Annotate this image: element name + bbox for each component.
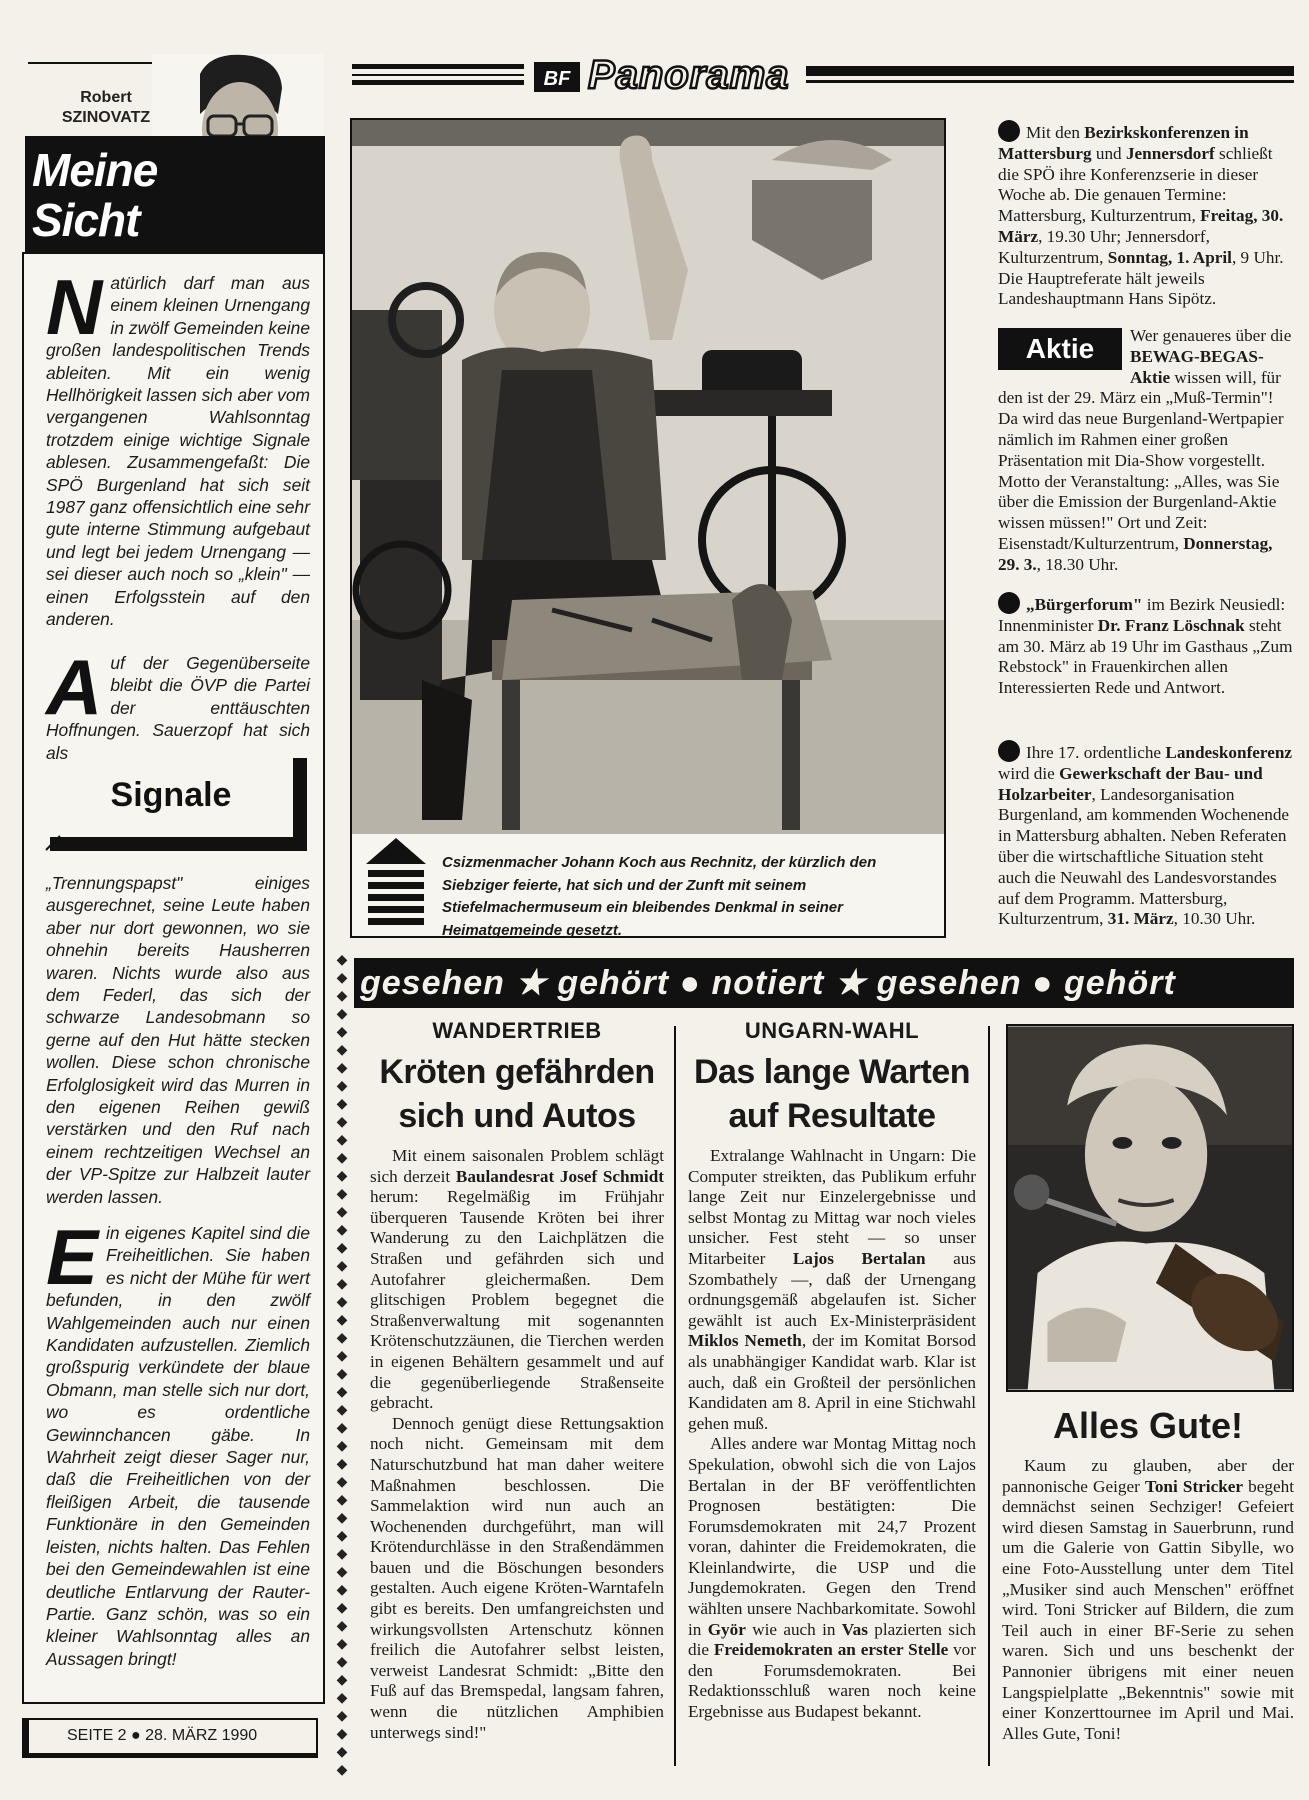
text: Extralange Wahlnacht in Ungarn: Die Computer streikten, das Publikum erfuhr lange Zeit nur Einzelergebnisse und selbst Montag zu Mittag war noch vieles unsicher. Fest steht — so unser Mitarbeiter (688, 1146, 976, 1268)
author-name: Robert SZINOVATZ (61, 89, 151, 126)
text-bold: Freidemokraten an erster Stelle (713, 1640, 949, 1660)
up-arrow-icon (364, 836, 428, 928)
text: vor den Forumsdemokraten. Bei Redaktionsschluß waren noch keine Ergebnisse aus Budapest bekannt. (688, 1640, 977, 1722)
diamond-bullet: ◆ (336, 953, 348, 968)
diamond-bullet: ◆ (336, 1493, 348, 1508)
paragraph: Dennoch genügt diese Rettungsaktion noch nicht. Gemeinsam mit dem Naturschutzbund hat man daher weitere Maßnahmen beschlossen. Die Sammelaktion wird nun auch an Wochenenden durchgeführt, man will Krötendurchlässe in den Straßendämmen bauen und die Böschungen besonders gestalten. Auch eigene Kröten-Warntafeln gibt es bereits. Den umfangreichsten und wirkungsvollsten Artenschutz können freilich die Autofahrer selbst leisten, verweist Landesrat Schmidt: „Bitte den Fuß auf das Bremspedal, langsam fahren, wenn die nützlichen Amphibien unterwegs sind!" (370, 1413, 664, 1742)
round-bullet (998, 592, 1020, 614)
text: Wer genaueres über die (1130, 326, 1292, 345)
text-bold: Donnerstag, 29. 3. (998, 533, 1273, 574)
diamond-bullet: ◆ (336, 1097, 348, 1112)
diamond-bullet: ◆ (336, 1223, 348, 1238)
page-footer: SEITE 2 ● 28. MÄRZ 1990 (22, 1718, 318, 1758)
text: wie auch in (745, 1619, 842, 1639)
text: , 10.30 Uhr. (1173, 909, 1256, 929)
diamond-bullet: ◆ (336, 1169, 348, 1184)
diamond-bullet: ◆ (336, 1439, 348, 1454)
text-bold: Freitag, 30. März (998, 206, 1284, 246)
column-paragraph-1 (46, 263, 310, 631)
text-bold: Györ (707, 1619, 746, 1639)
paragraph (370, 1146, 664, 1414)
subhead-box (46, 756, 308, 850)
text-bold: Toni Stricker (1144, 1476, 1244, 1496)
article-body (370, 1146, 664, 1743)
text: , 9 Uhr. Die Hauptreferate hält jeweils Landeshauptmann Hans Sipötz. (998, 247, 1284, 309)
title-line-2: Sicht (32, 194, 140, 246)
diamond-bullet: ◆ (336, 1727, 348, 1742)
text-bold: Sonntag, 1. April (1107, 247, 1232, 267)
bf-badge: BF (534, 62, 580, 92)
paragraph (688, 1146, 976, 1434)
section-title: Panorama (588, 53, 790, 97)
text: Mit einem saisonalen Problem schlägt sich derzeit (370, 1146, 664, 1186)
text: wird die (998, 763, 1060, 783)
diamond-bullet: ◆ (336, 1025, 348, 1040)
diamond-bullet: ◆ (336, 1745, 348, 1760)
article-kroeten (370, 1018, 664, 1743)
text: Mit den (1026, 123, 1085, 142)
text: plazierten sich die (688, 1619, 976, 1660)
section-header (528, 53, 804, 97)
dropcap-a: A (46, 643, 103, 731)
text: Ihre 17. ordentliche (1026, 743, 1166, 762)
text-bold: 31. März (1107, 909, 1174, 929)
diamond-bullet: ◆ (336, 1241, 348, 1256)
text-bold: BEWAG-BEGAS-Aktie (1130, 346, 1264, 387)
text-bold: „Bürgerforum" (1026, 595, 1143, 614)
column-paragraph-4 (46, 1213, 310, 1670)
text: im Bezirk Neusiedl: Innenminister (998, 595, 1286, 635)
paragraph-text: atürlich darf man aus einem kleinen Urnengang in zwölf Gemeinden keine großen landespolitischen Trends ableiten. Mit ein wenig Hellhörigkeit lassen sich aber vom vergangenen Wahlsonntag trotzdem einige wichtige Signale ablesen. Zusammengefaßt: Die SPÖ Burgenland hat sich seit 1987 ganz offensichtlich eine sehr gute interne Stimmung aufgebaut und legt bei jedem Urnengang — sei dieser auch noch so „klein" — einen Erfolgsstein auf den anderen. (46, 273, 310, 630)
header-rule-left-2 (352, 74, 524, 76)
diamond-bullet: ◆ (336, 1367, 348, 1382)
aktie-tag: Aktie (998, 328, 1122, 370)
article-headline: Kröten gefährden sich und Autos (379, 1053, 655, 1135)
paragraph (1002, 1456, 1294, 1744)
diamond-bullet: ◆ (336, 1763, 348, 1778)
text: steht am 30. März ab 19 Uhr im Gasthaus „Zum Rebstock" in Frauenkirchen allen Interessierten Rede und Antwort. (998, 615, 1293, 698)
column-divider (674, 1026, 676, 1766)
diamond-bullet: ◆ (336, 1601, 348, 1616)
diamond-bullet: ◆ (336, 1403, 348, 1418)
diamond-bullet: ◆ (336, 1277, 348, 1292)
paragraph-text: in eigenes Kapitel sind die Freiheitlichen. Sie haben es nicht der Mühe für wert befunden, in den zwölf Wahlgemeinden auch nur einen Kandidaten aufzustellen. Ziemlich großspurig verkündete der blaue Obmann, man stelle sich nur dort, wo es ordentliche Gewinnchancen gäbe. In Wahrheit zeigt dieser Sager nur, daß die Freiheitlichen von der fleißigen Arbeit, die tausende Funktionäre in den Gemeinden leisten, nichts halten. Das Fehlen bei den Gemeindewahlen ist eine deutliche Entlarvung der Rauter-Partie. Ganz schön, was so ein kleiner Wahlsonntag alles an Aussagen bringt! (46, 1223, 310, 1669)
text-bold: Vas (841, 1619, 868, 1639)
diamond-bullet: ◆ (336, 1007, 348, 1022)
text-bold: Miklos Nemeth (688, 1331, 802, 1351)
brief-aktie (998, 326, 1294, 576)
text: Alles andere war Montag Mittag noch Spekulation, obwohl sich die von Lajos Bertalan in der BF veröffentlichten Prognosen bestätigten: Die Forumsdemokraten mit 24,7 Prozent voran, dahinter die Freidemokraten, die Kleinlandwirte, die USP und die Jungdemokraten. Gegen den Trend wählten unsere Nachbarkomitate. Sowohl in (688, 1434, 976, 1639)
diamond-bullet: ◆ (336, 1295, 348, 1310)
round-bullet (998, 120, 1020, 142)
violinist-photo (1006, 1024, 1294, 1392)
paragraph (688, 1434, 976, 1722)
shoemaker-photo (352, 120, 944, 834)
text-bold: Bezirkskonferenzen in Mattersburg (998, 123, 1249, 163)
brief-landeskonferenz (998, 740, 1294, 930)
article-ungarn (688, 1018, 976, 1723)
text: herum: Regelmäßig im Frühjahr überqueren Tausende Kröten bei ihrer Wanderung zu den Laichplätzen die Straßen und gefährden sich und Autofahrer gleichermaßen. Dem glitschigen Problem begegnet die Straßenverwaltung mit sogenannten Krötenschutzzäunen, die Tierchen werden in eigenen Behältern gesammelt und auf die gegenüberliegende Straßenseite gebracht. (370, 1187, 664, 1413)
diamond-bullet: ◆ (336, 1547, 348, 1562)
subhead-signale: Signale (110, 776, 232, 814)
diamond-bullet: ◆ (336, 1475, 348, 1490)
text-bold: Landeskonferenz (1165, 743, 1293, 762)
diamond-bullet: ◆ (336, 1043, 348, 1058)
diamond-bullet: ◆ (336, 1115, 348, 1130)
title-line-1: Meine (32, 144, 158, 196)
diamond-bullet: ◆ (336, 1151, 348, 1166)
text: , Landesorganisation Burgenland, am kommenden Wochenende in Mattersburg abhalten. Neben Referaten über die wirtschaftliche Situation steht auch die Neuwahl des Landesvorstandes auf dem Programm. Mattersburg, Kulturzentrum, (998, 784, 1290, 929)
diamond-bullet: ◆ (336, 1583, 348, 1598)
text: und (1091, 143, 1126, 163)
brief-bezirkskonferenzen (998, 120, 1294, 310)
header-rule-right-2 (806, 80, 1294, 83)
header-rule-left-1 (352, 64, 524, 69)
diamond-bullet: ◆ (336, 1187, 348, 1202)
dropcap-e: E (46, 1213, 99, 1301)
text: begeht demnächst seinen Sechziger! Gefeiert wird diesen Samstag in Sauerbrunn, rund um die Galerie von Gattin Sibylle, wo eine Foto-Ausstellung unter dem Titel „Musiker sind auch Menschen" eröffnet wird. Toni Stricker auf Bildern, die zum Teil auch in einer BF-Serie zu sehen waren. Sich und uns beschenkt der Pannonier übrigens mit einer neuen Langspielplatte „Bekenntnis" sowie mit einer Konzerttournee im April und Mai. Alles Gute, Toni! (1002, 1476, 1294, 1743)
column-paragraph-3: „Trennungspapst" einiges ausgerechnet, seine Leute haben aber nur dort gewonnen, wo sie ohnehin bereits Hausherren waren. Nichts wurde also aus dem Federl, das sich der schwarze Landesobmann so gerne auf den Hut hätte stecken wollen. Diese schon chronische Erfolglosigkeit wird das Murren in den eigenen Reihen gewiß verstärken und den Ruf nach einem rechtzeitigen Wechsel an der VP-Spitze zur Halbzeit lauter werden lassen. (46, 873, 310, 1207)
paragraph-text: uf der Gegenüberseite bleibt die ÖVP die Partei der enttäuschten Hoffnungen. Sauerzopf hat sich als (46, 653, 310, 763)
text: schließt die SPÖ ihre Konferenzserie in dieser Woche ab. Die genauen Termine: Mattersburg, Kulturzentrum, (998, 143, 1273, 226)
diamond-bullet: ◆ (336, 1565, 348, 1580)
diamond-bullet: ◆ (336, 1349, 348, 1364)
text: Kaum zu glauben, aber der pannonische Geiger (1002, 1456, 1294, 1496)
diamond-bullet-rail (334, 952, 350, 1778)
diamond-bullet: ◆ (336, 1637, 348, 1652)
diamond-bullet: ◆ (336, 1313, 348, 1328)
diamond-bullet: ◆ (336, 1529, 348, 1544)
column-divider (988, 1026, 990, 1766)
article-body (688, 1146, 976, 1723)
text-bold: Gewerkschaft der Bau- und Holzarbeiter (998, 763, 1263, 804)
text: , 18.30 Uhr. (1036, 554, 1119, 574)
diamond-bullet: ◆ (336, 1673, 348, 1688)
text-bold: Jennersdorf (1125, 143, 1215, 163)
diamond-bullet: ◆ (336, 1079, 348, 1094)
diamond-bullet: ◆ (336, 1331, 348, 1346)
diamond-bullet: ◆ (336, 1457, 348, 1472)
header-rule-right-1 (806, 66, 1294, 76)
photo-caption: Csizmenmacher Johann Koch aus Rechnitz, der kürzlich den Siebziger feierte, hat sich und der Zunft mit seinem Stiefelmachermuseum ein bleibendes Denkmal in seiner Heimatgemeinde gesetzt. (442, 854, 877, 939)
diamond-bullet: ◆ (336, 1655, 348, 1670)
text-bold: Dr. Franz Löschnak (1097, 615, 1245, 635)
text: wissen will, für den ist der 29. März ein „Muß-Termin"! Da wird das neue Burgenland-Wertpapier nämlich im Rahmen einer großen Präsentation mit Dia-Show vorgestellt. Motto der Veranstaltung: „Alles, was Sie über die Emission der Burgenland-Aktie wissen müssen!" Ort und Zeit: Eisenstadt/Kulturzentrum, (998, 367, 1284, 553)
text: , der im Komitat Borsod als unabhängiger Kandidat warb. Klar ist auch, daß ein Großteil der persönlichen Kandidaten am 8. April in eine Stichwahl gehen muß. (688, 1331, 977, 1433)
diamond-bullet: ◆ (336, 1259, 348, 1274)
article-alles-gute-body (1002, 1456, 1294, 1744)
round-bullet (998, 740, 1020, 762)
article-headline: Das lange Warten auf Resultate (693, 1053, 971, 1135)
diamond-bullet: ◆ (336, 1205, 348, 1220)
text: aus Szombathely —, daß der Urnengang ordnungsgemäß abgelaufen ist. Sicher gewählt ist auch Ex-Ministerpräsident (688, 1248, 976, 1330)
diamond-bullet: ◆ (336, 1709, 348, 1724)
text-bold: Lajos Bertalan (792, 1248, 926, 1268)
header-rule-left-3 (352, 80, 524, 85)
text: , 19.30 Uhr; Jennersdorf, Kulturzentrum, (998, 226, 1210, 267)
article-headline: Alles Gute! (1052, 1405, 1244, 1446)
diamond-bullet: ◆ (336, 1691, 348, 1706)
gesehen-banner-text: gesehen ★ gehört ● notiert ★ gesehen ● gehört (360, 964, 1176, 1002)
diamond-bullet: ◆ (336, 1385, 348, 1400)
text-bold: Baulandesrat Josef Schmidt (455, 1166, 664, 1186)
dropcap-n: N (46, 263, 103, 351)
diamond-bullet: ◆ (336, 1061, 348, 1076)
brief-buergerforum (998, 592, 1294, 699)
column-title (32, 145, 172, 245)
article-kicker: UNGARN-WAHL (744, 1018, 920, 1043)
diamond-bullet: ◆ (336, 989, 348, 1004)
diamond-bullet: ◆ (336, 1133, 348, 1148)
diamond-bullet: ◆ (336, 971, 348, 986)
column-paragraph-2 (46, 643, 310, 764)
article-kicker: WANDERTRIEB (432, 1018, 602, 1043)
diamond-bullet: ◆ (336, 1619, 348, 1634)
diamond-bullet: ◆ (336, 1421, 348, 1436)
diamond-bullet: ◆ (336, 1511, 348, 1526)
